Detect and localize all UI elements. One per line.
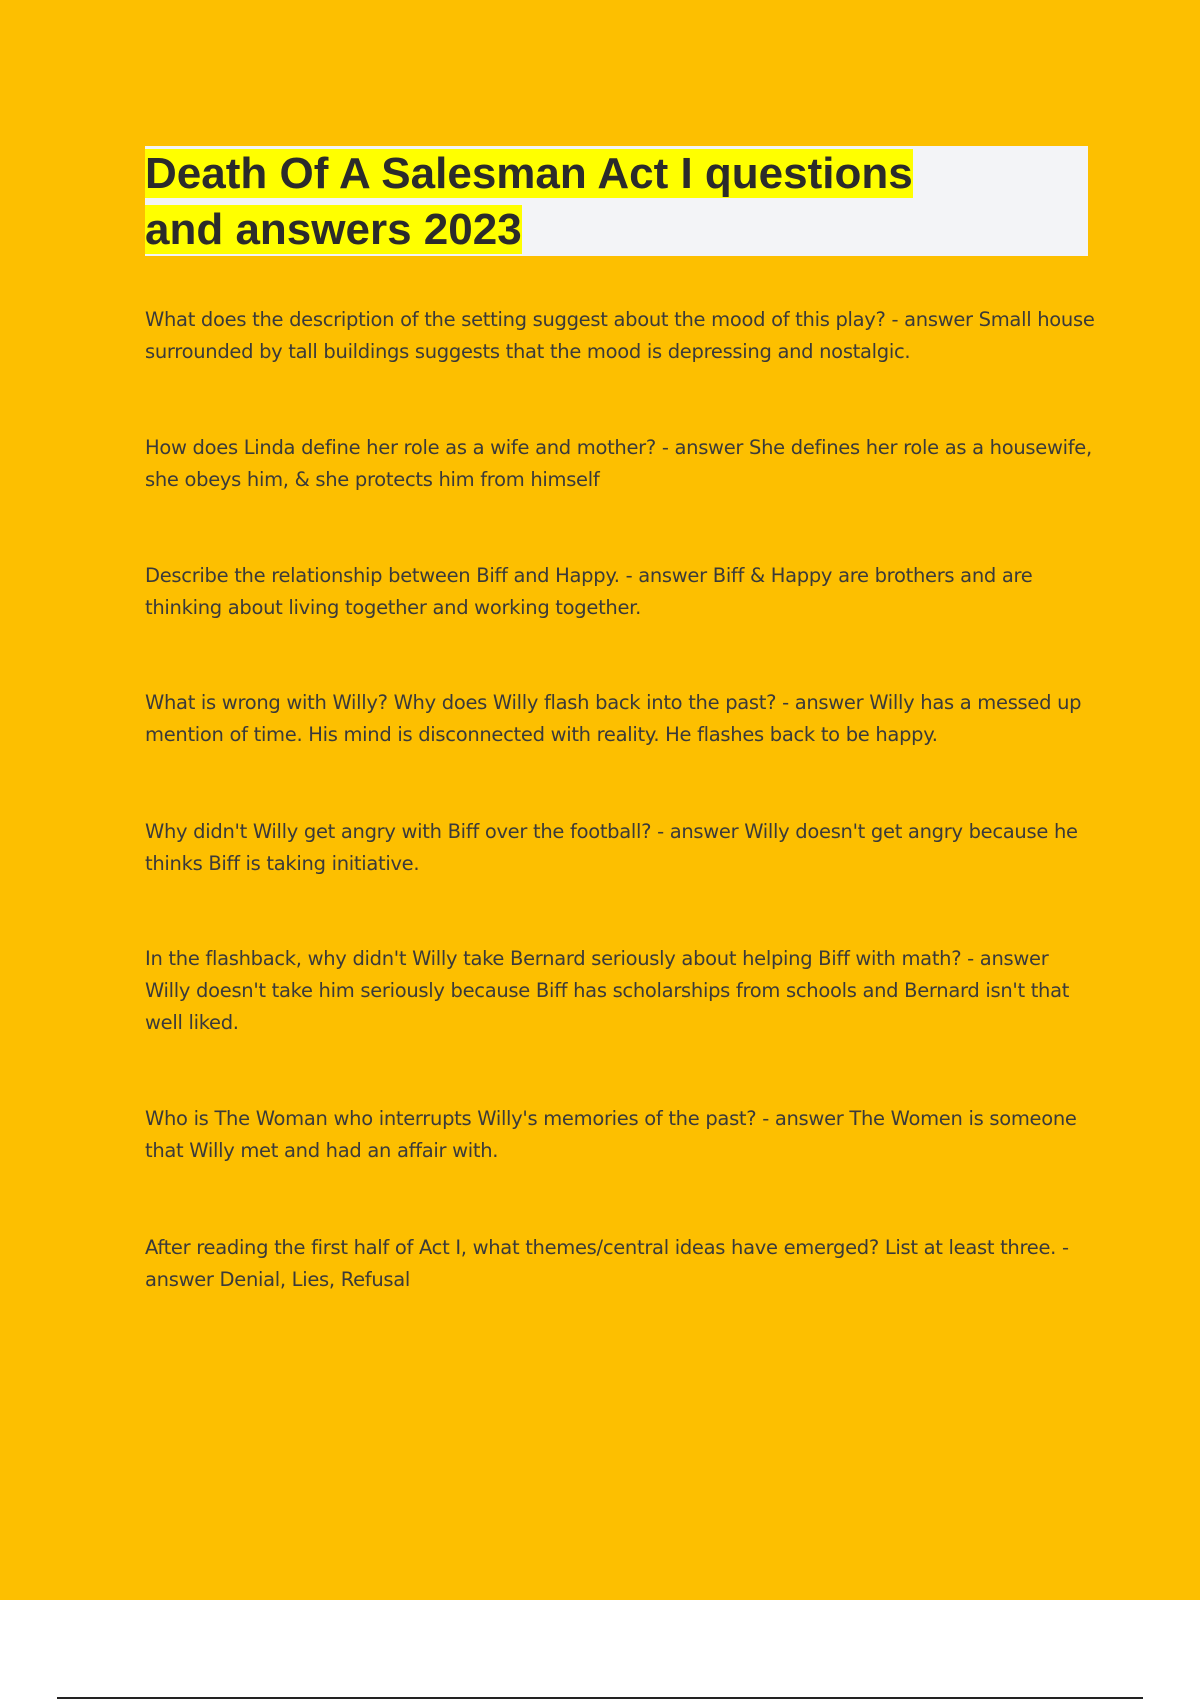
qa-item-8: After reading the first half of Act I, what themes/central ideas have emerged? List at least three. - answer Denial, Lies, Refusal [145,1236,1069,1291]
qa-item-4: What is wrong with Willy? Why does Willy flash back into the past? - answer Willy has a messed up mention of time. His mind is disconnected with reality. He flashes back to be happy. [145,691,1082,746]
title-line-1: Death Of A Salesman Act I questions [145,149,913,198]
qa-item-3: Describe the relationship between Biff and Happy. - answer Biff & Happy are brothers and are thinking about living together and working together. [145,564,1033,619]
qa-item-7: Who is The Woman who interrupts Willy's memories of the past? - answer The Women is someone that Willy met and had an affair with. [145,1107,1077,1162]
qa-item-2: How does Linda define her role as a wife and mother? - answer She defines her role as a housewife, she obeys him, & she protects him from himself [145,436,1092,491]
qa-item-5: Why didn't Willy get angry with Biff over the football? - answer Willy doesn't get angry because he thinks Biff is taking initiative. [145,820,1078,875]
title-line-2: and answers 2023 [145,205,522,254]
footer-divider [57,1697,1143,1699]
qa-item-6: In the flashback, why didn't Willy take Bernard seriously about helping Biff with math? - answer Willy doesn't take him seriously because Biff has scholarships from schools and Bernard isn't that well liked. [145,947,1070,1034]
document-title [145,146,1045,258]
qa-item-1: What does the description of the setting suggest about the mood of this play? - answer Small house surrounded by tall buildings suggests that the mood is depressing and nostalgic. [145,308,1095,363]
